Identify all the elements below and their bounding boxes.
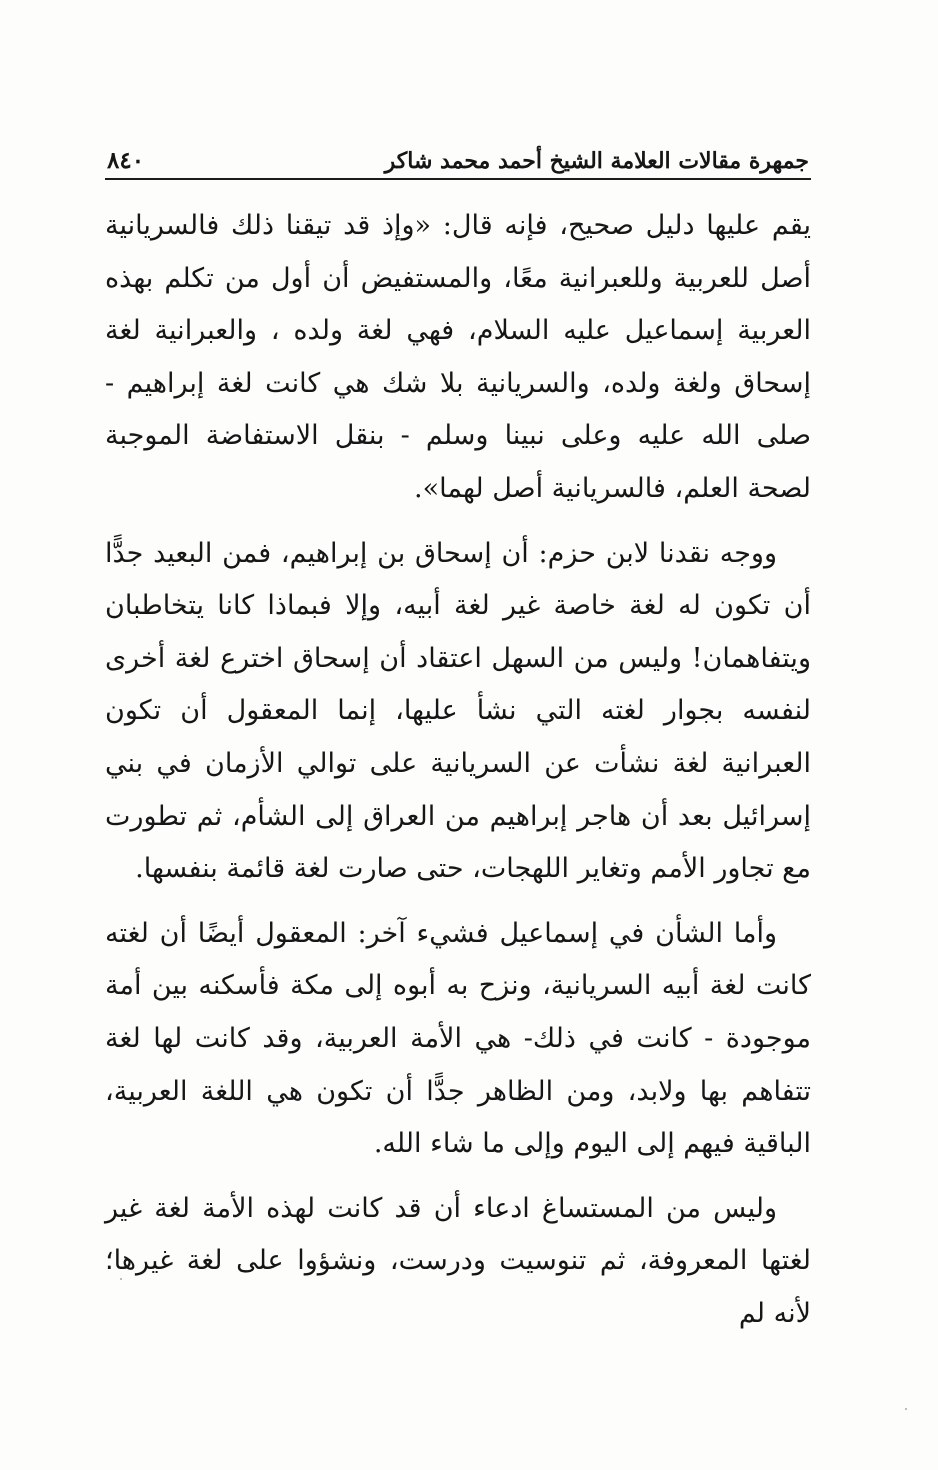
paragraph-3: وأما الشأن في إسماعيل فشيء آخر: المعقول أيضًا أن لغته كانت لغة أبيه السريانية، ونزح به أبوه إلى مكة فأسكنه بين أمة موجودة - كانت في ذلك- هي الأمة العربية، وقد كانت لها لغة تتفاهم بها ولابد، ومن الظاهر جدًّا أن تكون هي اللغة العربية، الباقية فيهم إلى اليوم وإلى ما شاء الله. [105,917,811,1160]
scan-speck [120,1278,122,1280]
body-text [105,200,811,1340]
page-header [105,130,811,180]
paragraph-1: يقم عليها دليل صحيح، فإنه قال: «وإذ قد تيقنا ذلك فالسريانية أصل للعربية وللعبرانية معًا، والمستفيض أن أول من تكلم بهذه العربية إسماعيل عليه السلام، فهي لغة ولده ، والعبرانية لغة إسحاق ولغة ولده، والسريانية بلا شك هي كانت لغة إبراهيم - صلى الله عليه وعلى نبينا وسلم - بنقل الاستفاضة الموجبة لصحة العلم، فالسريانية أصل لهما». [105,210,811,504]
page-number: ٨٤٠ [107,147,145,174]
scan-speck [905,1408,907,1410]
running-title: جمهرة مقالات العلامة الشيخ أحمد محمد شاكر [384,148,809,174]
paragraph-4: وليس من المستساغ ادعاء أن قد كانت لهذه الأمة لغة غير لغتها المعروفة، ثم تنوسيت ودرست، ونشؤوا على لغة غيرها؛ لأنه لم [105,1192,811,1329]
book-page [105,130,811,1340]
paragraph-2: ووجه نقدنا لابن حزم: أن إسحاق بن إبراهيم، فمن البعيد جدًّا أن تكون له لغة خاصة غير لغة أبيه، وإلا فبماذا كانا يتخاطبان ويتفاهمان! وليس من السهل اعتقاد أن إسحاق اخترع لغة أخرى لنفسه بجوار لغته التي نشأ عليها، إنما المعقول أن تكون العبرانية لغة نشأت عن السريانية على توالي الأزمان في بني إسرائيل بعد أن هاجر إبراهيم من العراق إلى الشأم، ثم تطورت مع تجاور الأمم وتغاير اللهجات، حتى صارت لغة قائمة بنفسها. [105,537,811,885]
